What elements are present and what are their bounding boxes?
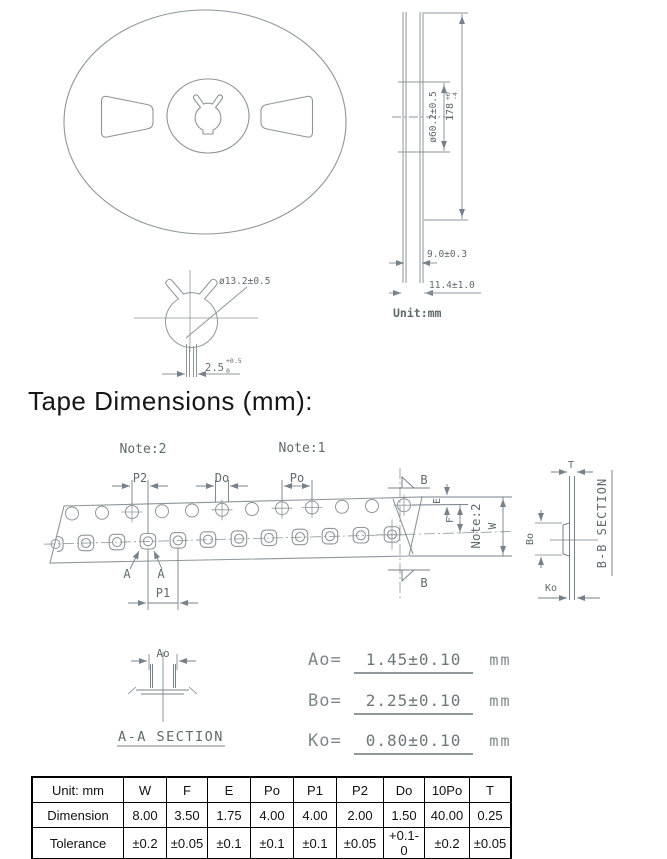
dim-label-t: T (567, 460, 575, 471)
width-dimensions (410, 484, 512, 556)
dim-hub-hole-diameter: ø13.2±0.5 (219, 276, 271, 287)
row-label: Dimension (32, 803, 124, 828)
reel-hub-keyhole (193, 95, 222, 134)
dim-slot-width: 2.5 (205, 362, 224, 374)
dim-reel-diameter (444, 92, 459, 121)
section-arrow-b-top: B (420, 473, 428, 487)
cell: ±0.2 (124, 828, 167, 859)
dim-slot-tol-lower: 0 (226, 367, 230, 375)
row-label: Tolerance (32, 828, 124, 859)
section-arrow-b-bottom: B (420, 576, 428, 590)
col-header: W (124, 777, 167, 803)
cell: 2.00 (337, 803, 384, 828)
cell: 1.75 (208, 803, 251, 828)
col-header: F (167, 777, 208, 803)
note1-label: Note:1 (278, 441, 326, 456)
top-dimensions (112, 480, 312, 610)
cell: 4.00 (251, 803, 294, 828)
cell: 8.00 (124, 803, 167, 828)
dim-label-bo: Bo (525, 532, 536, 546)
dim-reel-outer-width: 11.4±1.0 (429, 280, 475, 291)
reel-window-right (261, 96, 313, 137)
aa-section-title: A-A SECTION (118, 729, 224, 745)
pocket-dim-row-bo (308, 691, 511, 715)
reel-window-left (102, 96, 154, 137)
table-header-row (32, 777, 511, 803)
col-header: Po (251, 777, 294, 803)
bb-section-title: B-B SECTION (595, 477, 609, 569)
col-header: E (208, 777, 251, 803)
pocket-dim-row-ko (308, 731, 511, 755)
reel-drawings (0, 0, 667, 395)
section-arrow-a-left: A (123, 567, 131, 581)
dim-label-do: Do (214, 471, 230, 485)
pocket-dim-row-ao (308, 650, 511, 674)
table-row-tolerance (32, 828, 511, 859)
dim-hub-diameter: ø60.2±0.5 (428, 91, 439, 143)
cell: ±0.05 (337, 828, 384, 859)
cell: ±0.1 (251, 828, 294, 859)
dim-reel-inner-width: 9.0±0.3 (427, 249, 468, 260)
pocket-dim-value: 2.25±0.10 (354, 691, 474, 715)
col-header: P2 (337, 777, 384, 803)
section-arrow-a-right: A (157, 567, 165, 581)
pocket-dim-label: Bo= (308, 691, 342, 711)
col-header: P1 (294, 777, 337, 803)
dim-slot-tol-upper: +0.5 (226, 357, 242, 365)
cell: 1.50 (384, 803, 425, 828)
dim-label-e: E (432, 497, 443, 505)
dim-label-p1: P1 (155, 586, 171, 600)
col-header: T (470, 777, 512, 803)
pocket-dim-label: Ao= (308, 650, 342, 670)
cell: 4.00 (294, 803, 337, 828)
dim-reel-diameter-tol-lower: -4 (451, 92, 459, 100)
cell: 40.00 (425, 803, 470, 828)
tape-dimensions-title: Tape Dimensions (mm): (28, 386, 314, 416)
cell: +0.1-0 (384, 828, 425, 859)
note2-side-label: Note:2 (468, 503, 483, 549)
dim-label-p2: P2 (132, 471, 148, 485)
cell: ±0.05 (167, 828, 208, 859)
col-header: Unit: mm (32, 777, 124, 803)
unit-note: Unit:mm (393, 306, 442, 320)
dim-label-po: Po (289, 471, 305, 485)
dim-label-ko: Ko (544, 583, 558, 594)
pocket-dim-label: Ko= (308, 731, 342, 751)
cell: ±0.1 (294, 828, 337, 859)
dim-label-ao: Ao (156, 647, 170, 660)
col-header: 10Po (425, 777, 470, 803)
cell: ±0.2 (425, 828, 470, 859)
cell: 3.50 (167, 803, 208, 828)
tape-spec-table (31, 776, 512, 859)
pocket-dim-unit: mm (489, 732, 512, 750)
cell: ±0.05 (470, 828, 512, 859)
cell: 0.25 (470, 803, 512, 828)
dim-label-w: W (486, 522, 499, 530)
pocket-dim-unit: mm (489, 651, 512, 669)
col-header: Do (384, 777, 425, 803)
cell: ±0.1 (208, 828, 251, 859)
dim-label-f: F (445, 516, 456, 524)
dim-reel-diameter-value: 178 (445, 102, 456, 122)
dim-reel-diameter-tol-upper: +0 (444, 92, 452, 100)
table-row-dimension (32, 803, 511, 828)
b-section-flags (388, 477, 430, 581)
reel-front-view (64, 10, 346, 234)
pocket-dim-unit: mm (489, 692, 512, 710)
pocket-dim-value: 0.80±0.10 (354, 731, 474, 755)
note2-label: Note:2 (119, 442, 167, 457)
pocket-dim-value: 1.45±0.10 (354, 650, 474, 674)
tape-strip (50, 497, 422, 563)
